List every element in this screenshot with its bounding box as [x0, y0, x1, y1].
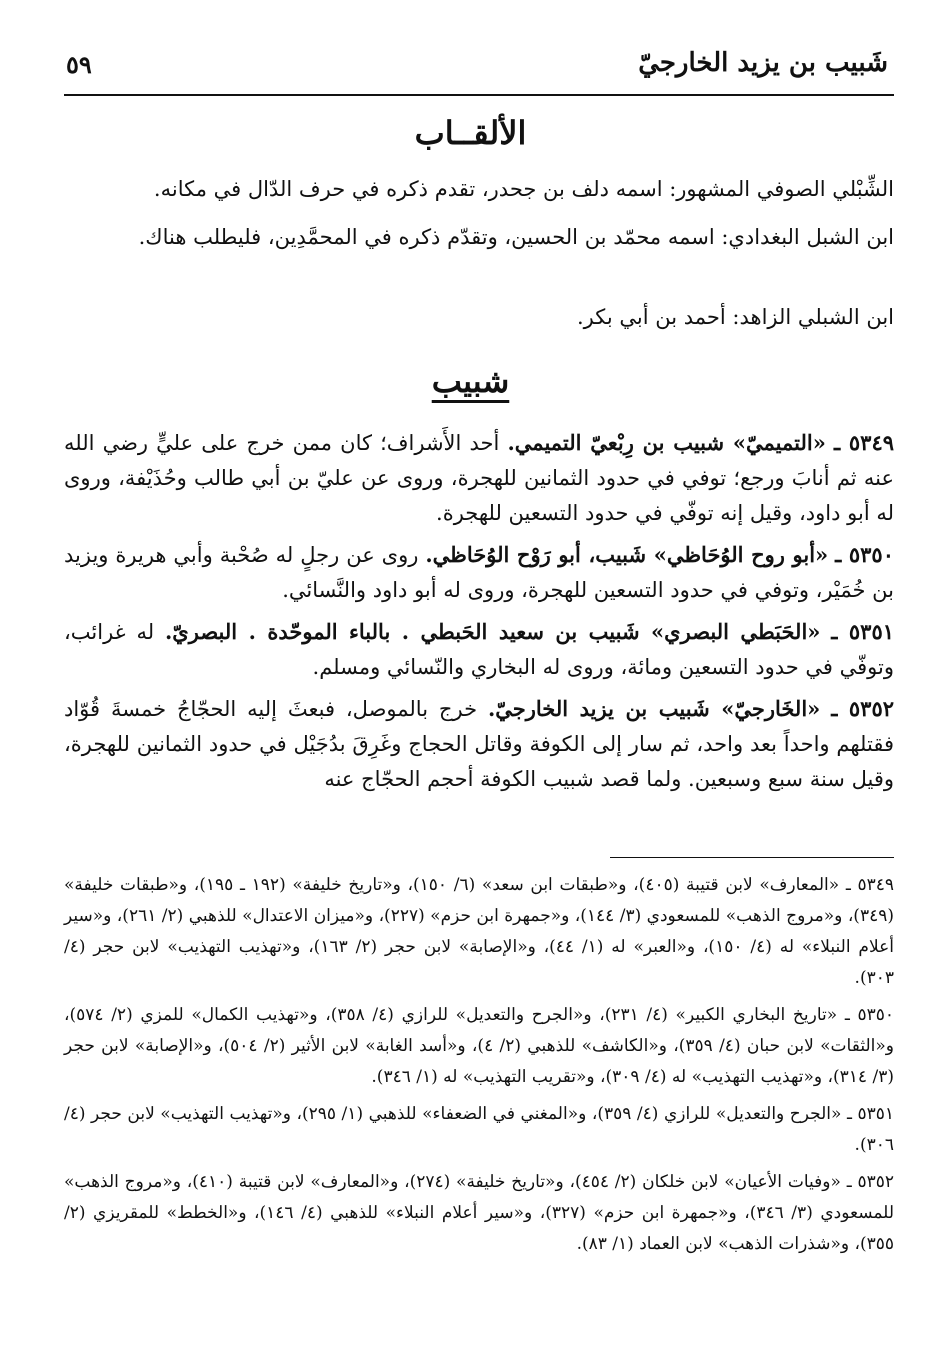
alqab-paragraph: ابن الشبلي الزاهد: أحمد بن أبي بكر.	[577, 305, 894, 329]
footnote-5350	[64, 1000, 894, 1093]
footnote-text: «المعارف» لابن قتيبة (٤٠٥)، و«طبقات ابن سعد» (٦/ ١٥٠)، و«تاريخ خليفة» (١٩٢ ـ ١٩٥)، و«طبقات خليفة» (٣٤٩)، و«مروج الذهب» للمسعودي (٣/ ١٤٤)، و«جمهرة ابن حزم» (٢٢٧)، و«ميزان الاعتدال» للذهبي (٢/ ٢٦١)، و«سير أعلام النبلاء» له (٤/ ١٥٠)، و«العبر» له (١/ ٤٤)، و«الإصابة» لابن حجر (٢/ ١٦٣)، و«تهذيب التهذيب» لابن حجر (٤/ ٣٠٣).	[64, 875, 894, 988]
footnote-5352	[64, 1167, 894, 1260]
page-number: ٥٩	[66, 50, 92, 79]
footnote-number: ٥٣٤٩ ـ	[845, 875, 895, 895]
footnote-5349	[64, 870, 894, 994]
entries-list	[64, 425, 894, 803]
running-title: شَبيب بن يزيد الخارجيّ	[638, 48, 888, 78]
section-heading-shabib-text: شبيب	[431, 362, 510, 400]
footnote-text: «وفيات الأعيان» لابن خلكان (٢/ ٤٥٤)، و«تاريخ خليفة» (٢٧٤)، و«المعارف» لابن قتيبة (٤١٠)، و«مروج الذهب» للمسعودي (٣/ ٣٤٦)، و«جمهرة ابن حزم» (٣٢٧)، و«سير أعلام النبلاء» للذهبي (٤/ ١٤٦)، و«الخطط» للمقريزي (٢/ ٣٥٥)، و«شذرات الذهب» لابن العماد (١/ ٨٣).	[64, 1172, 894, 1254]
entry-5349	[64, 425, 894, 531]
entry-text: خرج بالموصل، فبعثَ إليه الحجّاجُ خمسةَ قُوّاد فقتلهم واحداً بعد واحد، ثم سار إلى الكوفة وقاتل الحجاج وغَرِقَ بدُجَيْل في حدود الثمانين للهجرة، وقيل سنة سبع وسبعين. ولما قصد شبيب الكوفة أحجم الحجّاج عنه	[64, 697, 894, 791]
entry-text: روى عن رجلٍ له صُحْبة وأبي هريرة ويزيد بن خُمَيْر، وتوفي في حدود التسعين للهجرة، وروى له أبو داود والنَّسائي.	[64, 543, 894, 602]
alqab-paragraph: ابن الشبل البغدادي: اسمه محمّد بن الحسين، وتقدّم ذكره في المحمَّدِين، فليطلب هناك.	[138, 225, 894, 249]
entry-number: ٥٣٤٩ ـ	[833, 430, 895, 455]
entry-5350	[64, 537, 894, 608]
footnote-divider	[610, 857, 894, 858]
entry-heading: «أبو روح الوُحَاظي» شَبيب، أبو رَوْح الوُحَاظي.	[425, 542, 829, 567]
footnotes	[64, 870, 894, 1266]
footnote-text: «الجرح والتعديل» للرازي (٤/ ٣٥٩)، و«المغني في الضعفاء» للذهبي (١/ ٢٩٥)، و«تهذيب التهذيب» لابن حجر (٤/ ٣٠٦).	[64, 1104, 894, 1155]
section-heading-alqab: الألقــاب	[414, 114, 527, 152]
entry-text: أحد الأَشراف؛ كان ممن خرج على عليٍّ رضي الله عنه ثم أنابَ ورجع؛ توفي في حدود الثمانين للهجرة، وروى عن عليّ بن أبي طالب وحُذَيْفة، وروى له أبو داود، وقيل إنه توفّي في حدود التسعين للهجرة.	[64, 431, 894, 525]
entry-number: ٥٣٥٢ ـ	[831, 696, 895, 721]
footnote-number: ٥٣٥٢ ـ	[846, 1172, 894, 1192]
entry-5352	[64, 691, 894, 797]
footnote-number: ٥٣٥١ ـ	[846, 1104, 894, 1124]
entry-5351	[64, 614, 894, 685]
entry-heading: «الحَبَطي البصري» شَبيب بن سعيد الحَبطي . بالباء الموحّدة . البصريّ.	[164, 619, 821, 644]
alqab-paragraph: الشِّبْلي الصوفي المشهور: اسمه دلف بن جحدر، تقدم ذكره في حرف الدّال في مكانه.	[153, 177, 894, 201]
entry-text: له غرائب، وتوفّي في حدود التسعين ومائة، وروى له البخاري والنّسائي ومسلم.	[64, 620, 894, 679]
entry-heading: «التميميّ» شبيب بن رِبْعيّ التميمي.	[507, 430, 826, 455]
page-header	[64, 40, 894, 96]
entry-number: ٥٣٥٠ ـ	[835, 542, 894, 567]
footnote-5351	[64, 1099, 894, 1161]
footnote-text: «تاريخ البخاري الكبير» (٤/ ٢٣١)، و«الجرح والتعديل» للرازي (٤/ ٣٥٨)، و«تهذيب الكمال» للمزي (٢/ ٥٧٤)، و«الثقات» لابن حبان (٤/ ٣٥٩)، و«الكاشف» للذهبي (٢/ ٤)، و«أسد الغابة» لابن الأثير (٢/ ٥٠٤)، و«الإصابة» لابن حجر (٣/ ٣١٤)، و«تهذيب التهذيب» له (٤/ ٣٠٩)، و«تقريب التهذيب» له (١/ ٣٤٦).	[64, 1005, 894, 1087]
entry-heading: «الخَارجيّ» شَبيب بن يزيد الخارجيّ.	[487, 696, 821, 721]
footnote-number: ٥٣٥٠ ـ	[844, 1005, 894, 1025]
section-heading-shabib	[0, 362, 941, 400]
entry-number: ٥٣٥١ ـ	[831, 619, 895, 644]
